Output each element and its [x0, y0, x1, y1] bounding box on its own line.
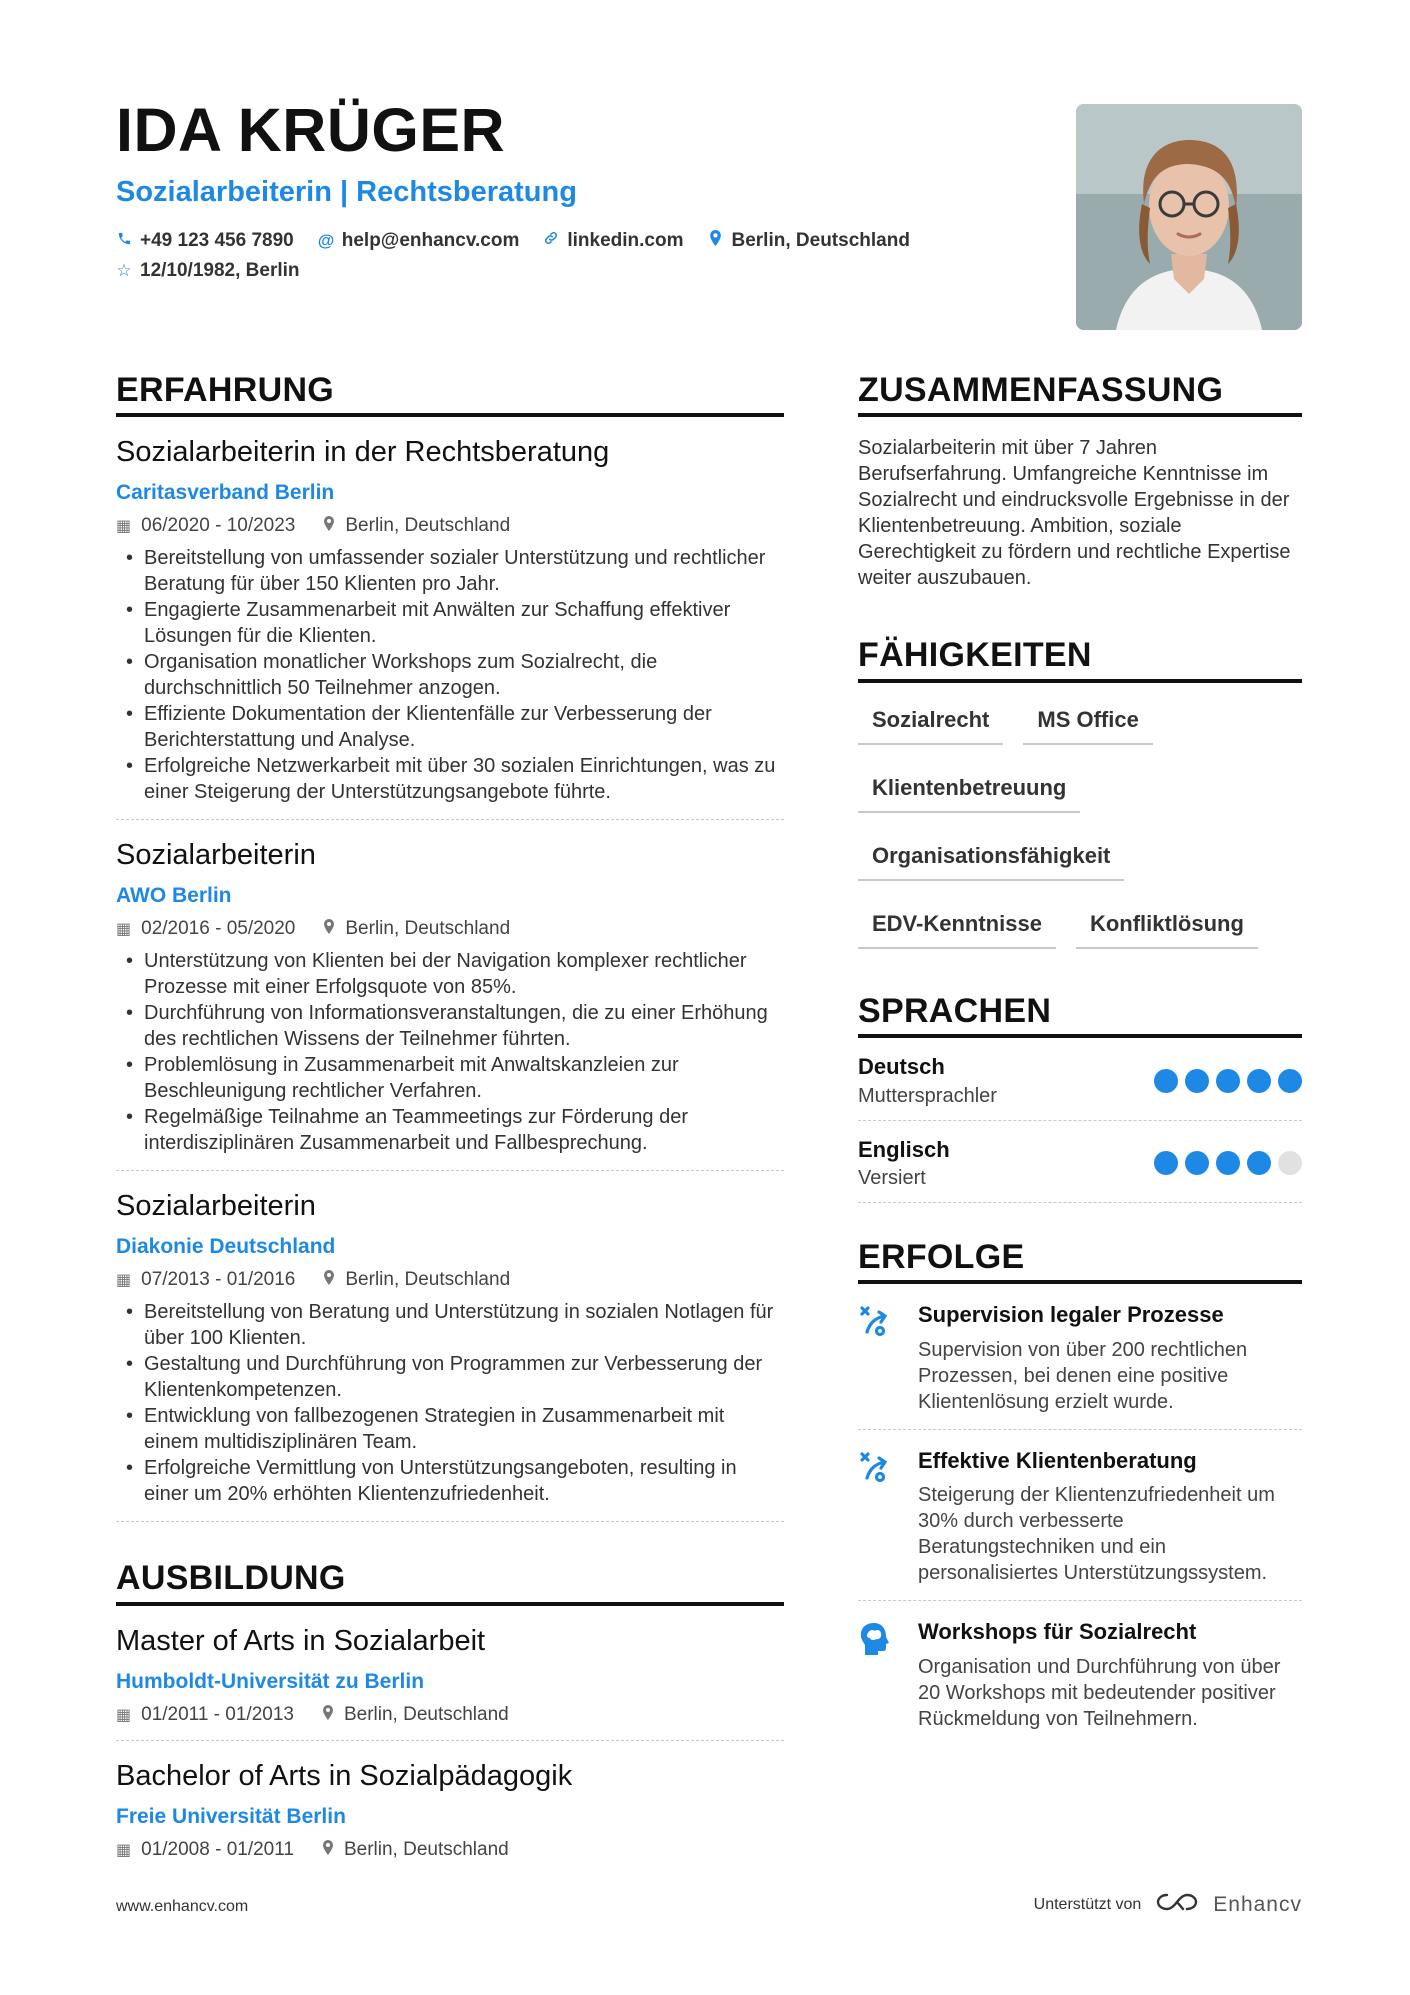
- right-column: [858, 372, 1302, 1746]
- language-name: Englisch: [858, 1136, 950, 1162]
- calendar-icon: ▦: [116, 1706, 132, 1724]
- summary-text: Sozialarbeiterin mit über 7 Jahren Berufserfahrung. Umfangreiche Kenntnisse im Sozialrecht und eindrucksvolle Ergebnisse in der Klientenbetreuung. Ambition, soziale Gerechtigkeit zu fördern und rechtliche Expertise weiter auszubauen.: [858, 437, 1291, 590]
- experience-entry: [116, 820, 784, 1171]
- experience-entry: [116, 417, 784, 820]
- bullet: • Problemlösung in Zusammenarbeit mit Anwaltskanzleien zur Beschleunigung rechtlicher Verfahren.: [116, 1052, 784, 1104]
- job-bullets: [116, 948, 784, 1156]
- job-meta: [116, 918, 784, 940]
- location-pin-icon: [708, 230, 724, 251]
- education-location-text: Berlin, Deutschland: [343, 1838, 509, 1860]
- job-location-text: Berlin, Deutschland: [345, 918, 511, 940]
- education-dates: [116, 1839, 294, 1861]
- job-dates-text: 02/2016 - 05/2020: [141, 918, 296, 940]
- enhancv-logo-icon: [1155, 1890, 1199, 1919]
- achievement-desc: Steigerung der Klientenzufriedenheit um 30% durch verbesserte Beratungstechniken und ein personalisiertes Unterstützungssystem.: [918, 1484, 1275, 1585]
- education-heading: AUSBILDUNG: [116, 1560, 784, 1605]
- calendar-icon: ▦: [116, 921, 132, 939]
- job-meta: [116, 1269, 784, 1291]
- achievement-entry: [858, 1430, 1302, 1601]
- language-rating: [1154, 1069, 1302, 1093]
- rating-dot-filled: [1154, 1069, 1178, 1093]
- contact-birth-text: 12/10/1982, Berlin: [140, 259, 300, 281]
- bullet: • Organisation monatlicher Workshops zum Sozialrecht, die durchschnittlich 50 Teilnehmer anzogen.: [116, 649, 784, 701]
- company-name: Caritasverband Berlin: [116, 481, 335, 505]
- location-pin-icon: [323, 919, 335, 939]
- rating-dot-empty: [1278, 1151, 1302, 1175]
- link-icon: [543, 230, 559, 251]
- bullet: • Entwicklung von fallbezogenen Strategien in Zusammenarbeit mit einem multidisziplinären Team.: [116, 1403, 784, 1455]
- education-location-text: Berlin, Deutschland: [343, 1703, 509, 1725]
- experience-entry: [116, 1171, 784, 1522]
- calendar-icon: ▦: [116, 1841, 132, 1859]
- degree-title: Bachelor of Arts in Sozialpädagogik: [116, 1759, 573, 1792]
- job-title: Sozialarbeiterin: [116, 1190, 316, 1223]
- bullet: • Erfolgreiche Vermittlung von Unterstützungsangeboten, resulting in einer um 20% erhöhten Klientenzufriedenheit.: [116, 1455, 784, 1507]
- head-brain-icon: [858, 1619, 898, 1731]
- languages-heading: SPRACHEN: [858, 993, 1302, 1038]
- education-dates: [116, 1704, 294, 1726]
- contact-linkedin-text: linkedin.com: [567, 229, 684, 251]
- achievement-title: Workshops für Sozialrecht: [918, 1619, 1197, 1645]
- brand-name: Enhancv: [1213, 1892, 1302, 1916]
- contact-email-text: help@enhancv.com: [341, 229, 520, 251]
- bullet: • Engagierte Zusammenarbeit mit Anwälten zur Schaffung effektiver Lösungen für die Klienten.: [116, 597, 784, 649]
- education-location: [322, 1839, 509, 1861]
- bullet: • Effiziente Dokumentation der Klientenfälle zur Verbesserung der Berichterstattung und Analyse.: [116, 701, 784, 753]
- skills-list: [858, 699, 1302, 949]
- education-meta: [116, 1839, 784, 1861]
- language-level: Versiert: [858, 1166, 926, 1189]
- achievement-desc: Supervision von über 200 rechtlichen Prozessen, bei denen eine positive Klientenlösung erzielt wurde.: [918, 1338, 1248, 1413]
- skill-tag: Organisationsfähigkeit: [858, 835, 1124, 881]
- location-pin-icon: [322, 1840, 334, 1860]
- school-name: Humboldt-Universität zu Berlin: [116, 1669, 425, 1693]
- job-title: Sozialarbeiterin: [116, 839, 316, 872]
- contact-phone: [116, 230, 294, 252]
- resume-header: [116, 96, 1036, 282]
- contact-email[interactable]: [318, 230, 520, 252]
- skill-tag: Konfliktlösung: [1076, 903, 1258, 949]
- rating-dot-filled: [1247, 1069, 1271, 1093]
- location-pin-icon: [323, 516, 335, 536]
- language-rating: [1154, 1151, 1302, 1175]
- job-location-text: Berlin, Deutschland: [345, 515, 511, 537]
- job-dates: [116, 1269, 295, 1291]
- rating-dot-filled: [1216, 1151, 1240, 1175]
- education-meta: [116, 1704, 784, 1726]
- skill-tag: EDV-Kenntnisse: [858, 903, 1056, 949]
- rating-dot-filled: [1185, 1151, 1209, 1175]
- achievement-content: [918, 1448, 1302, 1586]
- job-dates-text: 06/2020 - 10/2023: [141, 515, 296, 537]
- company-name: Diakonie Deutschland: [116, 1235, 336, 1259]
- language-level: Muttersprachler: [858, 1084, 997, 1107]
- achievement-entry: [858, 1284, 1302, 1429]
- skill-tag: Klientenbetreuung: [858, 767, 1080, 813]
- contact-location: [708, 230, 910, 252]
- language-entry: [858, 1038, 1302, 1120]
- degree-title: Master of Arts in Sozialarbeit: [116, 1624, 486, 1657]
- education-location: [322, 1704, 509, 1726]
- job-location: [323, 1269, 510, 1291]
- job-location: [323, 515, 510, 537]
- skills-heading: FÄHIGKEITEN: [858, 637, 1302, 682]
- achievement-content: [918, 1302, 1302, 1414]
- location-pin-icon: [323, 1270, 335, 1290]
- calendar-icon: ▦: [116, 1272, 132, 1290]
- job-dates-text: 07/2013 - 01/2016: [141, 1269, 296, 1291]
- company-name: AWO Berlin: [116, 884, 232, 908]
- achievements-heading: ERFOLGE: [858, 1239, 1302, 1284]
- left-column: [116, 372, 784, 1875]
- skill-tag: MS Office: [1023, 699, 1152, 745]
- language-info: [858, 1137, 950, 1190]
- strategy-icon: [858, 1448, 898, 1586]
- bullet: • Bereitstellung von umfassender sozialer Unterstützung und rechtlicher Beratung für über 150 Klienten pro Jahr.: [116, 545, 784, 597]
- achievement-content: [918, 1619, 1302, 1731]
- phone-icon: [116, 231, 132, 251]
- education-entry: [116, 1741, 784, 1875]
- language-info: [858, 1054, 997, 1107]
- bullet: • Gestaltung und Durchführung von Programmen zur Verbesserung der Klientenkompetenzen.: [116, 1351, 784, 1403]
- language-entry: [858, 1121, 1302, 1203]
- achievement-title: Effektive Klientenberatung: [918, 1447, 1197, 1473]
- job-dates: [116, 515, 295, 537]
- calendar-icon: ▦: [116, 518, 132, 536]
- bullet: • Durchführung von Informationsveranstaltungen, die zu einer Erhöhung des rechtlichen Wissens der Teilnehmer führten.: [116, 1000, 784, 1052]
- contact-list: [116, 230, 976, 282]
- contact-location-text: Berlin, Deutschland: [731, 229, 910, 251]
- achievement-desc: Organisation und Durchführung von über 20 Workshops mit bedeutender positiver Rückmeldung von Teilnehmern.: [918, 1655, 1281, 1730]
- profile-photo: [1076, 104, 1302, 330]
- language-name: Deutsch: [858, 1054, 945, 1080]
- job-bullets: [116, 1299, 784, 1507]
- rating-dot-filled: [1216, 1069, 1240, 1093]
- contact-linkedin[interactable]: [543, 230, 683, 252]
- location-pin-icon: [322, 1705, 334, 1725]
- bullet: • Bereitstellung von Beratung und Unterstützung in sozialen Notlagen für über 100 Klienten.: [116, 1299, 784, 1351]
- contact-phone-text: +49 123 456 7890: [140, 229, 294, 251]
- footer-website[interactable]: www.enhancv.com: [116, 1898, 249, 1915]
- strategy-icon: [858, 1302, 898, 1414]
- at-icon: @: [317, 230, 335, 250]
- job-title: Sozialarbeiterin in der Rechtsberatung: [116, 436, 610, 469]
- school-name: Freie Universität Berlin: [116, 1804, 346, 1828]
- contact-birth: [116, 260, 300, 282]
- star-icon: ☆: [116, 260, 132, 280]
- rating-dot-filled: [1247, 1151, 1271, 1175]
- rating-dot-filled: [1185, 1069, 1209, 1093]
- rating-dot-filled: [1154, 1151, 1178, 1175]
- job-location-text: Berlin, Deutschland: [345, 1269, 511, 1291]
- achievement-entry: [858, 1601, 1302, 1745]
- job-location: [323, 918, 510, 940]
- education-dates-text: 01/2008 - 01/2011: [141, 1838, 294, 1860]
- bullet: • Erfolgreiche Netzwerkarbeit mit über 30 sozialen Einrichtungen, was zu einer Steigerung der Unterstützungsangebote führte.: [116, 753, 784, 805]
- powered-by-text: Unterstützt von: [1033, 1895, 1142, 1913]
- candidate-name: IDA KRÜGER: [116, 96, 506, 164]
- education-entry: [116, 1606, 784, 1741]
- summary-heading: ZUSAMMENFASSUNG: [858, 372, 1302, 417]
- achievement-title: Supervision legaler Prozesse: [918, 1302, 1224, 1328]
- bullet: • Unterstützung von Klienten bei der Navigation komplexer rechtlicher Prozesse mit einer Erfolgsquote von 85%.: [116, 948, 784, 1000]
- bullet: • Regelmäßige Teilnahme an Teammeetings zur Förderung der interdisziplinären Zusammenarbeit und Fallbesprechung.: [116, 1104, 784, 1156]
- job-meta: [116, 515, 784, 537]
- education-dates-text: 01/2011 - 01/2013: [141, 1703, 294, 1725]
- rating-dot-filled: [1278, 1069, 1302, 1093]
- skill-tag: Sozialrecht: [858, 699, 1003, 745]
- footer-branding: [1034, 1890, 1302, 1919]
- candidate-title: Sozialarbeiterin | Rechtsberatung: [116, 176, 577, 208]
- job-bullets: [116, 545, 784, 805]
- job-dates: [116, 918, 295, 940]
- experience-heading: ERFAHRUNG: [116, 372, 784, 417]
